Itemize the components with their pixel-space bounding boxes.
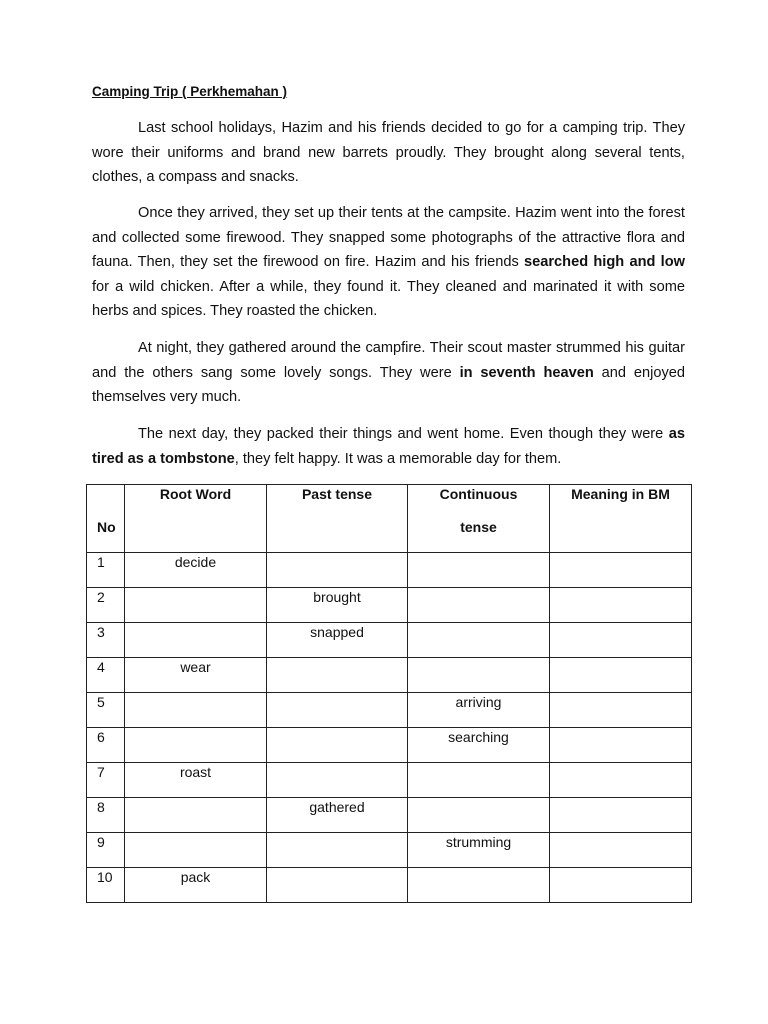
- idiom-highlight: searched high and low: [524, 254, 685, 271]
- table-header-row: [87, 485, 692, 553]
- cell-continuous-tense: [408, 553, 550, 588]
- cell-no: 5: [87, 693, 125, 728]
- paragraph-text: Last school holidays, Hazim and his friends decided to go for a camping trip. They wore their uniforms and brand new barrets proudly. They brought along several tents, clothes, a compass and snacks.: [92, 120, 685, 186]
- table-row: [87, 798, 692, 833]
- cell-meaning-in-bm: [550, 623, 692, 658]
- cell-continuous-tense: searching: [408, 728, 550, 763]
- table-body: [87, 553, 692, 903]
- document-title: Camping Trip ( Perkhemahan ): [92, 84, 288, 99]
- cell-past-tense: [267, 658, 408, 693]
- cell-root-word: [125, 623, 267, 658]
- cell-past-tense: [267, 693, 408, 728]
- cell-no: 4: [87, 658, 125, 693]
- cell-past-tense: [267, 833, 408, 868]
- cell-no: 6: [87, 728, 125, 763]
- paragraph-text: for a wild chicken. After a while, they found it. They cleaned and marinated it with some herbs and spices. They roasted the chicken.: [92, 278, 685, 320]
- paragraph-2: [92, 201, 685, 324]
- table-row: [87, 658, 692, 693]
- paragraph-text: The next day, they packed their things and went home. Even though they were: [138, 426, 669, 442]
- table-row: [87, 833, 692, 868]
- cell-continuous-tense: [408, 868, 550, 903]
- cell-root-word: [125, 833, 267, 868]
- table-row: [87, 623, 692, 658]
- cell-meaning-in-bm: [550, 658, 692, 693]
- cell-past-tense: brought: [267, 588, 408, 623]
- table-row: [87, 693, 692, 728]
- table-row: [87, 868, 692, 903]
- cell-past-tense: snapped: [267, 623, 408, 658]
- cell-continuous-tense: [408, 588, 550, 623]
- cell-no: 7: [87, 763, 125, 798]
- cell-meaning-in-bm: [550, 553, 692, 588]
- cell-no: 1: [87, 553, 125, 588]
- cell-root-word: [125, 693, 267, 728]
- paragraph-1: [92, 116, 685, 190]
- cell-root-word: wear: [125, 658, 267, 693]
- table-row: [87, 588, 692, 623]
- cell-root-word: [125, 588, 267, 623]
- cell-meaning-in-bm: [550, 833, 692, 868]
- cell-root-word: pack: [125, 868, 267, 903]
- idiom-highlight: as tired as a tombstone: [92, 426, 685, 467]
- cell-no: 10: [87, 868, 125, 903]
- paragraph-text: Once they arrived, they set up their tents at the campsite. Hazim went into the forest and collected some firewood. They snapped some photographs of the attractive flora and fauna. Then, they set the firewood on fire. Hazim and his friends: [92, 205, 685, 271]
- paragraph-4: [92, 422, 685, 471]
- header-root-word: [125, 485, 267, 553]
- header-no: [87, 485, 125, 553]
- cell-continuous-tense: [408, 658, 550, 693]
- header-root-word-label: Root Word: [159, 486, 232, 502]
- header-continuous-label-line2: tense: [460, 519, 497, 535]
- cell-no: 3: [87, 623, 125, 658]
- cell-meaning-in-bm: [550, 693, 692, 728]
- header-continuous-tense: [408, 485, 550, 553]
- header-meaning-in-bm: [550, 485, 692, 553]
- table-row: [87, 728, 692, 763]
- header-meaning-label: Meaning in BM: [571, 486, 670, 502]
- cell-root-word: [125, 728, 267, 763]
- paragraph-text: and enjoyed themselves very much.: [92, 364, 685, 406]
- cell-continuous-tense: [408, 798, 550, 833]
- vocabulary-table: [86, 484, 692, 903]
- cell-meaning-in-bm: [550, 588, 692, 623]
- table-row: [87, 763, 692, 798]
- cell-meaning-in-bm: [550, 798, 692, 833]
- cell-no: 8: [87, 798, 125, 833]
- header-past-tense-label: Past tense: [301, 486, 373, 502]
- header-continuous-label-line1: Continuous: [439, 486, 518, 502]
- cell-past-tense: gathered: [267, 798, 408, 833]
- cell-meaning-in-bm: [550, 868, 692, 903]
- cell-past-tense: [267, 553, 408, 588]
- cell-meaning-in-bm: [550, 763, 692, 798]
- cell-continuous-tense: [408, 763, 550, 798]
- paragraph-text: , they felt happy. It was a memorable day for them.: [234, 450, 562, 467]
- cell-continuous-tense: arriving: [408, 693, 550, 728]
- paragraph-text: At night, they gathered around the campfire. Their scout master strummed his guitar and the others sang some lovely songs. They were: [92, 340, 685, 381]
- cell-no: 2: [87, 588, 125, 623]
- cell-meaning-in-bm: [550, 728, 692, 763]
- cell-continuous-tense: [408, 623, 550, 658]
- paragraph-3: [92, 336, 685, 410]
- cell-past-tense: [267, 763, 408, 798]
- cell-no: 9: [87, 833, 125, 868]
- cell-root-word: decide: [125, 553, 267, 588]
- header-past-tense: [267, 485, 408, 553]
- cell-past-tense: [267, 868, 408, 903]
- cell-root-word: [125, 798, 267, 833]
- cell-past-tense: [267, 728, 408, 763]
- cell-continuous-tense: strumming: [408, 833, 550, 868]
- header-no-label: No: [97, 519, 116, 535]
- table-row: [87, 553, 692, 588]
- cell-root-word: roast: [125, 763, 267, 798]
- idiom-highlight: in seventh heaven: [459, 364, 594, 381]
